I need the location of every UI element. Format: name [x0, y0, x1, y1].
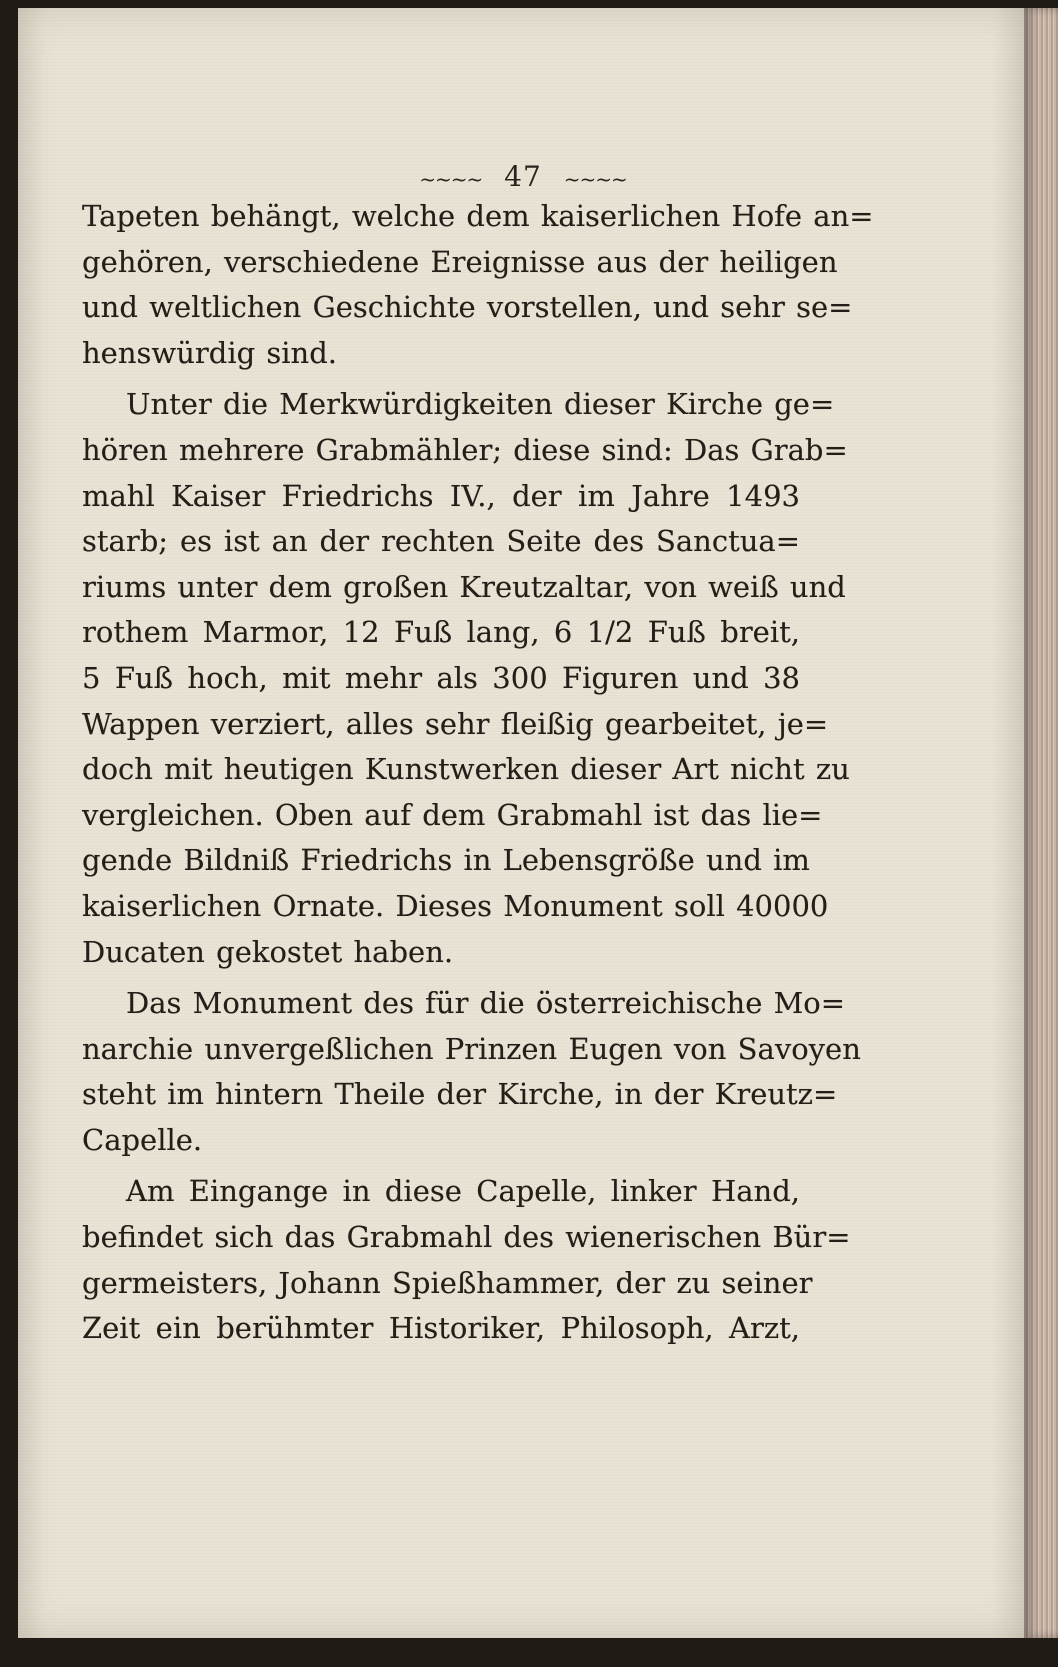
text-line: und weltlichen Geschichte vorstellen, und sehr se= — [82, 290, 853, 325]
text-line: Zeit ein berühmter Historiker, Philosoph, Arzt, — [82, 1311, 800, 1346]
text-line: riums unter dem großen Kreutzaltar, von weiß und — [82, 569, 846, 604]
text-line: Ducaten gekostet haben. — [82, 934, 454, 969]
text-line: vergleichen. Oben auf dem Grabmahl ist das lie= — [82, 797, 823, 832]
text-line: Unter die Merkwürdigkeiten dieser Kirche ge= — [126, 387, 835, 422]
text-line: narchie unvergeßlichen Prinzen Eugen von Savoyen — [82, 1031, 861, 1066]
page-header — [18, 160, 1028, 193]
paragraph — [82, 981, 861, 1163]
text-line: befindet sich das Grabmahl des wienerischen Bür= — [82, 1220, 851, 1255]
text-line: gende Bildniß Friedrichs in Lebensgröße und im — [82, 843, 810, 878]
paragraph — [82, 1169, 851, 1351]
text-line: doch mit heutigen Kunstwerken dieser Art nicht zu — [82, 752, 850, 787]
text-line: hören mehrere Grabmähler; diese sind: Das Grab= — [82, 432, 848, 467]
text-line: Tapeten behängt, welche dem kaiserlichen Hofe an= — [82, 199, 874, 233]
text-line: mahl Kaiser Friedrichs IV., der im Jahre 1493 — [82, 478, 800, 513]
page-number: 47 — [504, 160, 542, 193]
page-edge — [1024, 8, 1058, 1638]
text-line: starb; es ist an der rechten Seite des Sanctua= — [82, 524, 800, 559]
text-line: germeisters, Johann Spießhammer, der zu seiner — [82, 1265, 813, 1300]
text-line: Das Monument des für die österreichische Mo= — [126, 986, 846, 1021]
text-line: rothem Marmor, 12 Fuß lang, 6 1/2 Fuß breit, — [82, 615, 800, 650]
text-line: kaiserlichen Ornate. Dieses Monument soll 40000 — [82, 888, 829, 923]
text-line: steht im hintern Theile der Kirche, in der Kreutz= — [82, 1077, 838, 1112]
header-ornament-right: ~~~~ — [563, 166, 627, 191]
paragraph — [82, 382, 850, 975]
text-line: Capelle. — [82, 1122, 203, 1157]
book-page — [18, 8, 1028, 1638]
text-line: Wappen verziert, alles sehr fleißig gearbeitet, je= — [82, 706, 829, 741]
text-line: Am Eingange in diese Capelle, linker Hand, — [126, 1174, 800, 1209]
text-line: gehören, verschiedene Ereignisse aus der heiligen — [82, 244, 838, 279]
header-ornament-left: ~~~~ — [419, 166, 483, 191]
text-line: henswürdig sind. — [82, 335, 337, 370]
paragraph — [82, 194, 874, 376]
page-body — [82, 194, 874, 1358]
text-line: 5 Fuß hoch, mit mehr als 300 Figuren und 38 — [82, 660, 800, 695]
